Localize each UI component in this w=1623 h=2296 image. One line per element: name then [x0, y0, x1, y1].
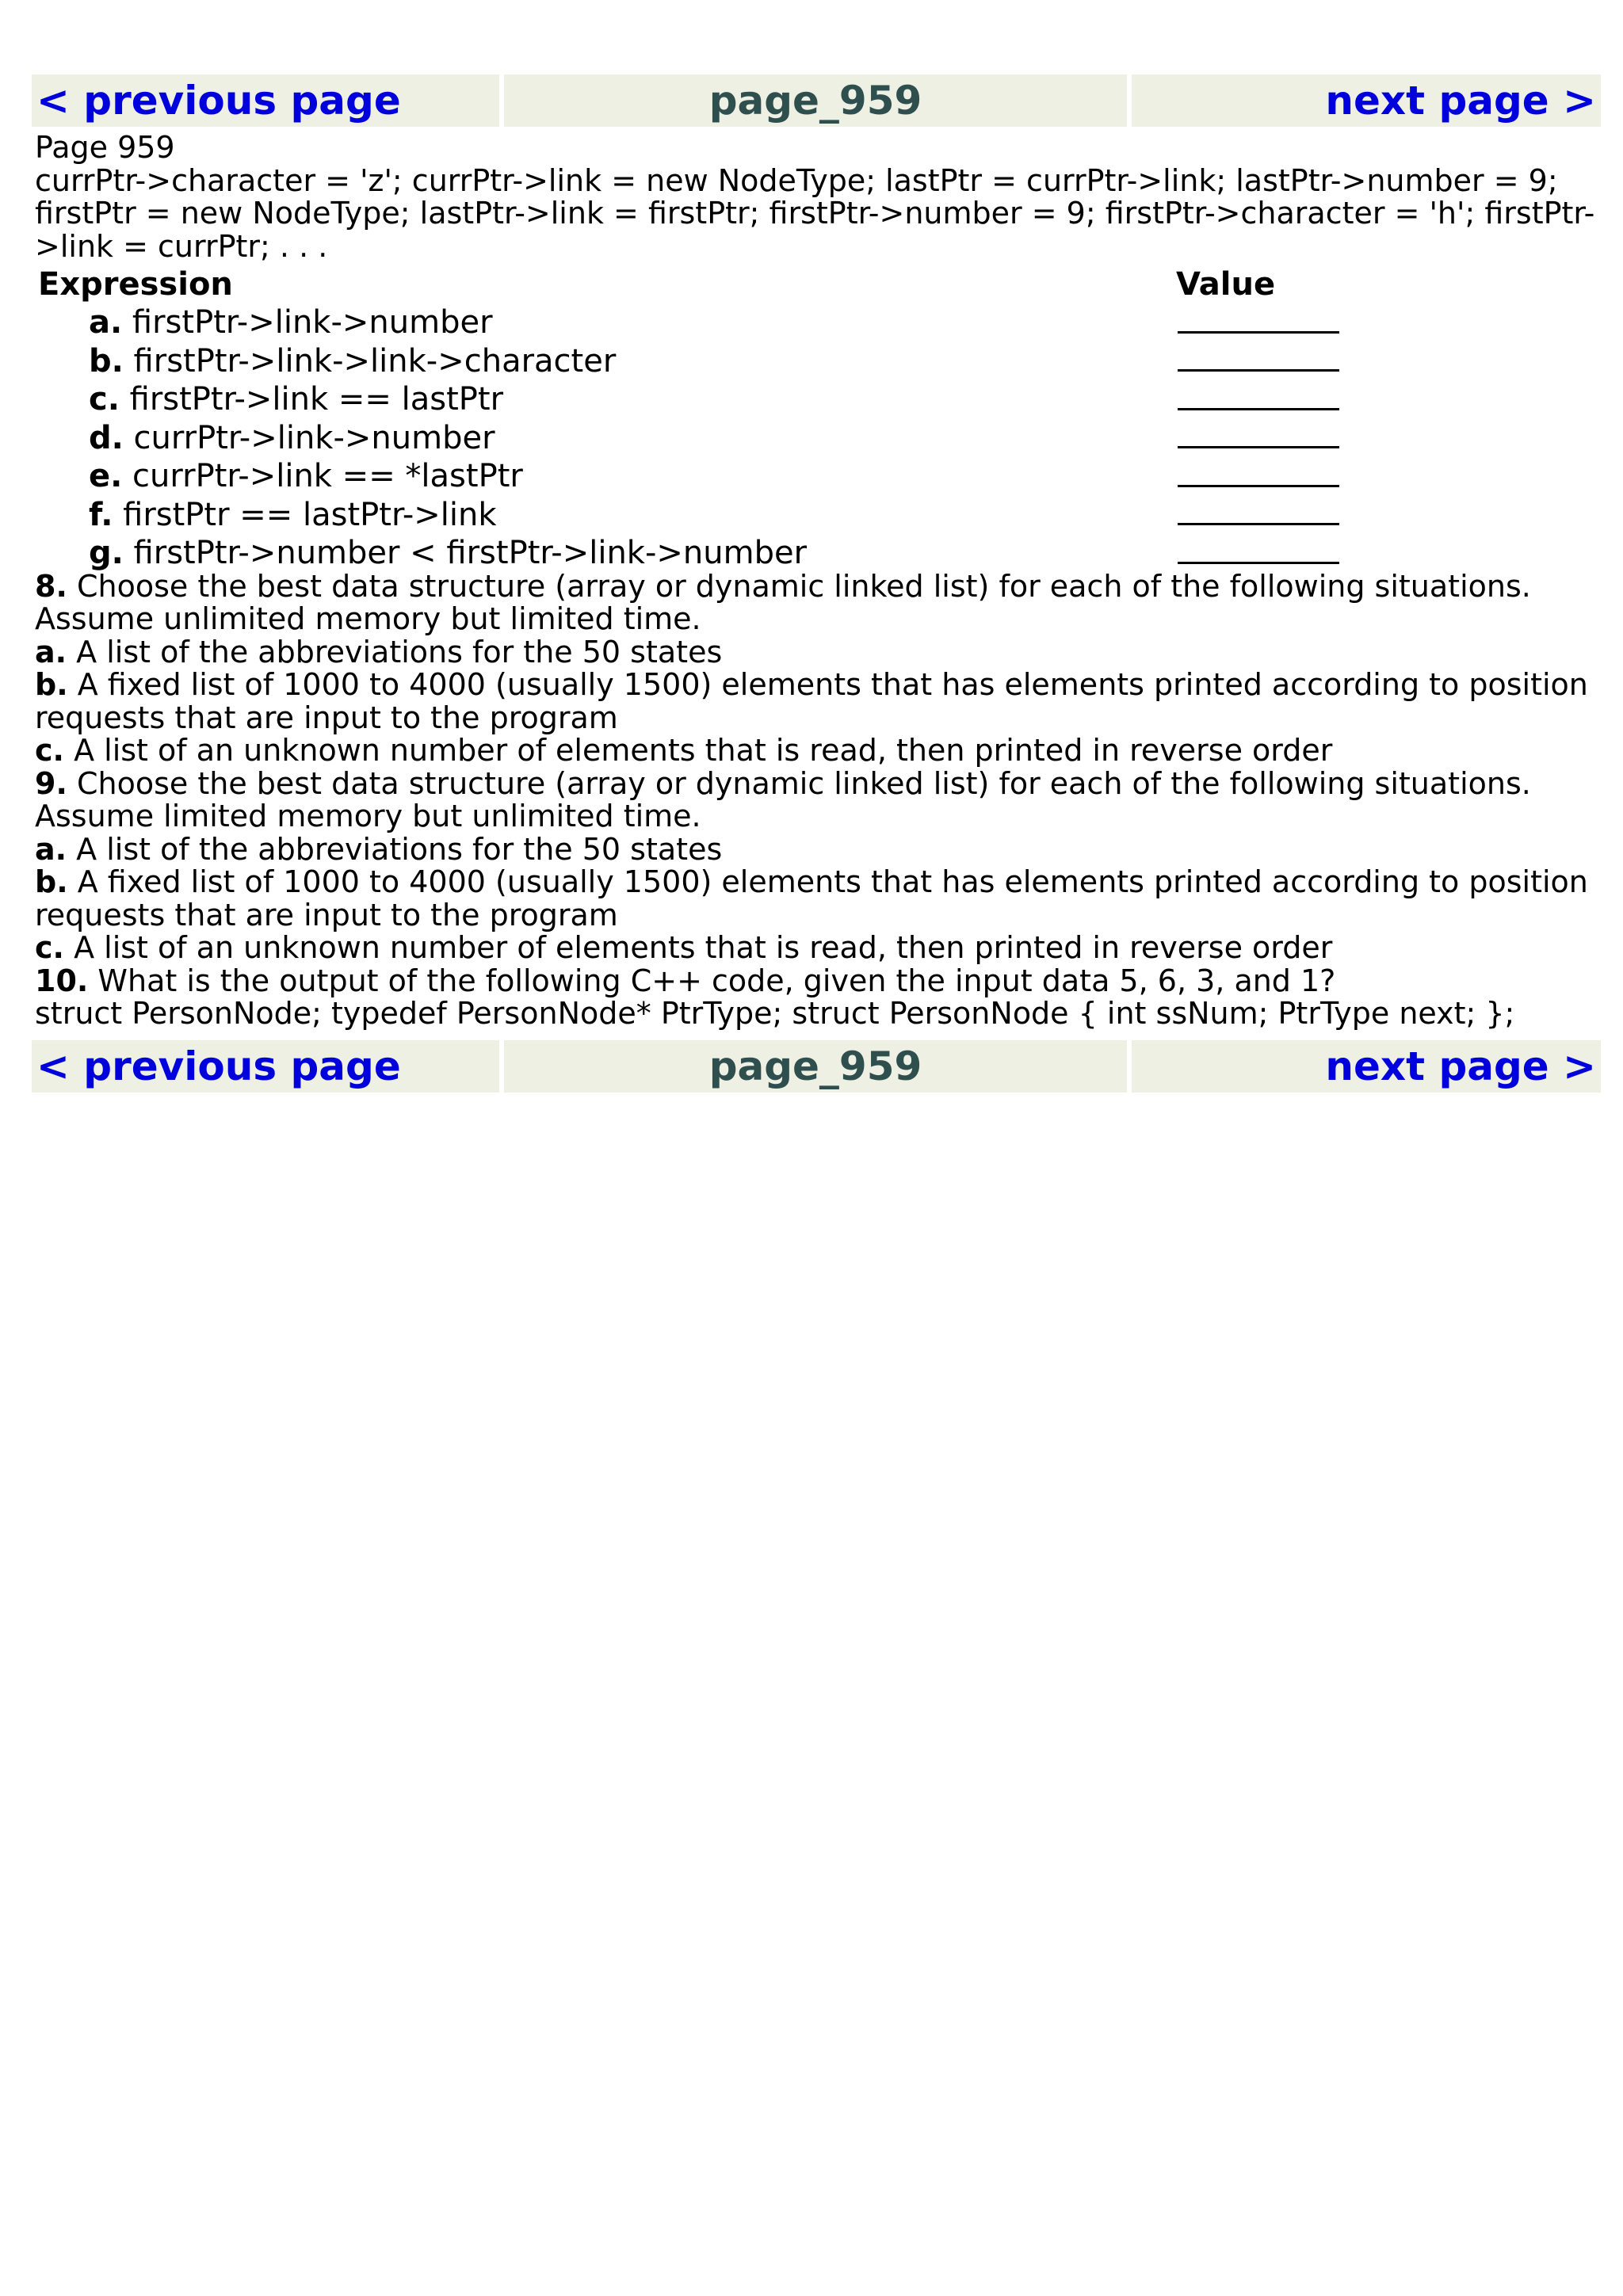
row-expression: firstPtr->link == lastPtr: [129, 381, 504, 418]
bottom-navbar: [32, 1040, 1601, 1093]
value-blank: [1178, 453, 1339, 487]
question-9: [35, 765, 1601, 965]
value-blank: [1178, 299, 1339, 334]
row-letter: e.: [89, 458, 123, 494]
question-text-cont: Assume unlimited memory but limited time.: [35, 601, 701, 636]
item-letter: a.: [35, 634, 67, 669]
bottom-next-page-link[interactable]: next page >: [1325, 1043, 1596, 1089]
question-number: 10.: [35, 963, 89, 998]
top-previous-page-link[interactable]: < previous page: [36, 78, 401, 124]
code-line: struct PersonNode; typedef PersonNode* PtrType; struct PersonNode { int ssNum; PtrType next; };: [35, 996, 1515, 1031]
row-letter: a.: [89, 304, 123, 341]
question-8: [35, 570, 1601, 768]
page-content: [32, 127, 1601, 1040]
question-10: [35, 965, 1601, 1031]
bottom-page-label: page_959: [504, 1040, 1127, 1093]
top-next-page-link[interactable]: next page >: [1325, 78, 1596, 124]
item-text: A list of an unknown number of elements that is read, then printed in reverse order: [74, 733, 1333, 768]
row-letter: d.: [89, 419, 124, 456]
row-letter: f.: [89, 496, 113, 533]
top-page-label: page_959: [504, 74, 1127, 127]
table-row: [35, 378, 1604, 417]
table-row: [35, 301, 1604, 340]
item-text: A fixed list of 1000 to 4000 (usually 1500) elements that has elements printed according to position: [77, 864, 1588, 899]
top-prev-cell: [32, 74, 499, 127]
top-next-cell: [1132, 74, 1601, 127]
question-text: Choose the best data structure (array or dynamic linked list) for each of the following situations.: [76, 765, 1531, 801]
row-letter: c.: [89, 381, 120, 418]
page-container: [32, 74, 1601, 1093]
value-blank: [1178, 376, 1339, 410]
code-intro-line-3: >link = currPtr; . . .: [35, 228, 328, 264]
value-blank: [1178, 491, 1339, 525]
bottom-next-cell: [1132, 1040, 1601, 1093]
row-expression: firstPtr->link->number: [132, 304, 493, 341]
expression-table-header: [35, 263, 1604, 301]
item-text: A fixed list of 1000 to 4000 (usually 1500) elements that has elements printed according to position: [77, 667, 1588, 702]
question-text: What is the output of the following C++ code, given the input data 5, 6, 3, and 1?: [97, 963, 1336, 998]
question-number: 9.: [35, 765, 67, 801]
item-text-cont: requests that are input to the program: [35, 700, 618, 735]
row-expression: firstPtr->number < firstPtr->link->number: [133, 535, 808, 571]
value-blank: [1178, 414, 1339, 448]
item-letter: c.: [35, 930, 64, 965]
item-letter: a.: [35, 831, 67, 867]
item-letter: b.: [35, 864, 68, 899]
table-row: [35, 532, 1604, 570]
page-heading: Page 959: [35, 130, 175, 165]
table-row: [35, 417, 1604, 456]
value-blank: [1178, 338, 1339, 372]
table-row: [35, 340, 1604, 379]
item-letter: b.: [35, 667, 68, 702]
value-column-header: Value: [1176, 265, 1276, 303]
bottom-previous-page-link[interactable]: < previous page: [36, 1043, 401, 1089]
item-text: A list of an unknown number of elements that is read, then printed in reverse order: [74, 930, 1333, 965]
table-row: [35, 455, 1604, 494]
item-text: A list of the abbreviations for the 50 states: [76, 831, 723, 867]
expression-table: [35, 263, 1604, 570]
table-row: [35, 494, 1604, 532]
question-text: Choose the best data structure (array or dynamic linked list) for each of the following situations.: [76, 568, 1531, 604]
code-intro-line-1: currPtr->character = 'z'; currPtr->link = new NodeType; lastPtr = currPtr->link; lastPtr->number = 9;: [35, 162, 1558, 198]
row-expression: currPtr->link->number: [133, 419, 495, 456]
item-text-cont: requests that are input to the program: [35, 897, 618, 933]
row-expression: currPtr->link == *lastPtr: [132, 458, 523, 494]
value-blank: [1178, 530, 1339, 564]
question-number: 8.: [35, 568, 67, 604]
bottom-prev-cell: [32, 1040, 499, 1093]
row-letter: b.: [89, 342, 124, 379]
row-expression: firstPtr->link->link->character: [133, 342, 617, 379]
row-letter: g.: [89, 535, 124, 571]
expression-column-header: Expression: [38, 265, 233, 303]
question-text-cont: Assume limited memory but unlimited time.: [35, 799, 701, 833]
row-expression: firstPtr == lastPtr->link: [123, 496, 497, 533]
item-text: A list of the abbreviations for the 50 states: [76, 634, 723, 669]
top-navbar: [32, 74, 1601, 127]
item-letter: c.: [35, 733, 64, 768]
code-intro-line-2: firstPtr = new NodeType; lastPtr->link = firstPtr; firstPtr->number = 9; firstPtr->character = 'h'; firstPtr-: [35, 196, 1595, 231]
